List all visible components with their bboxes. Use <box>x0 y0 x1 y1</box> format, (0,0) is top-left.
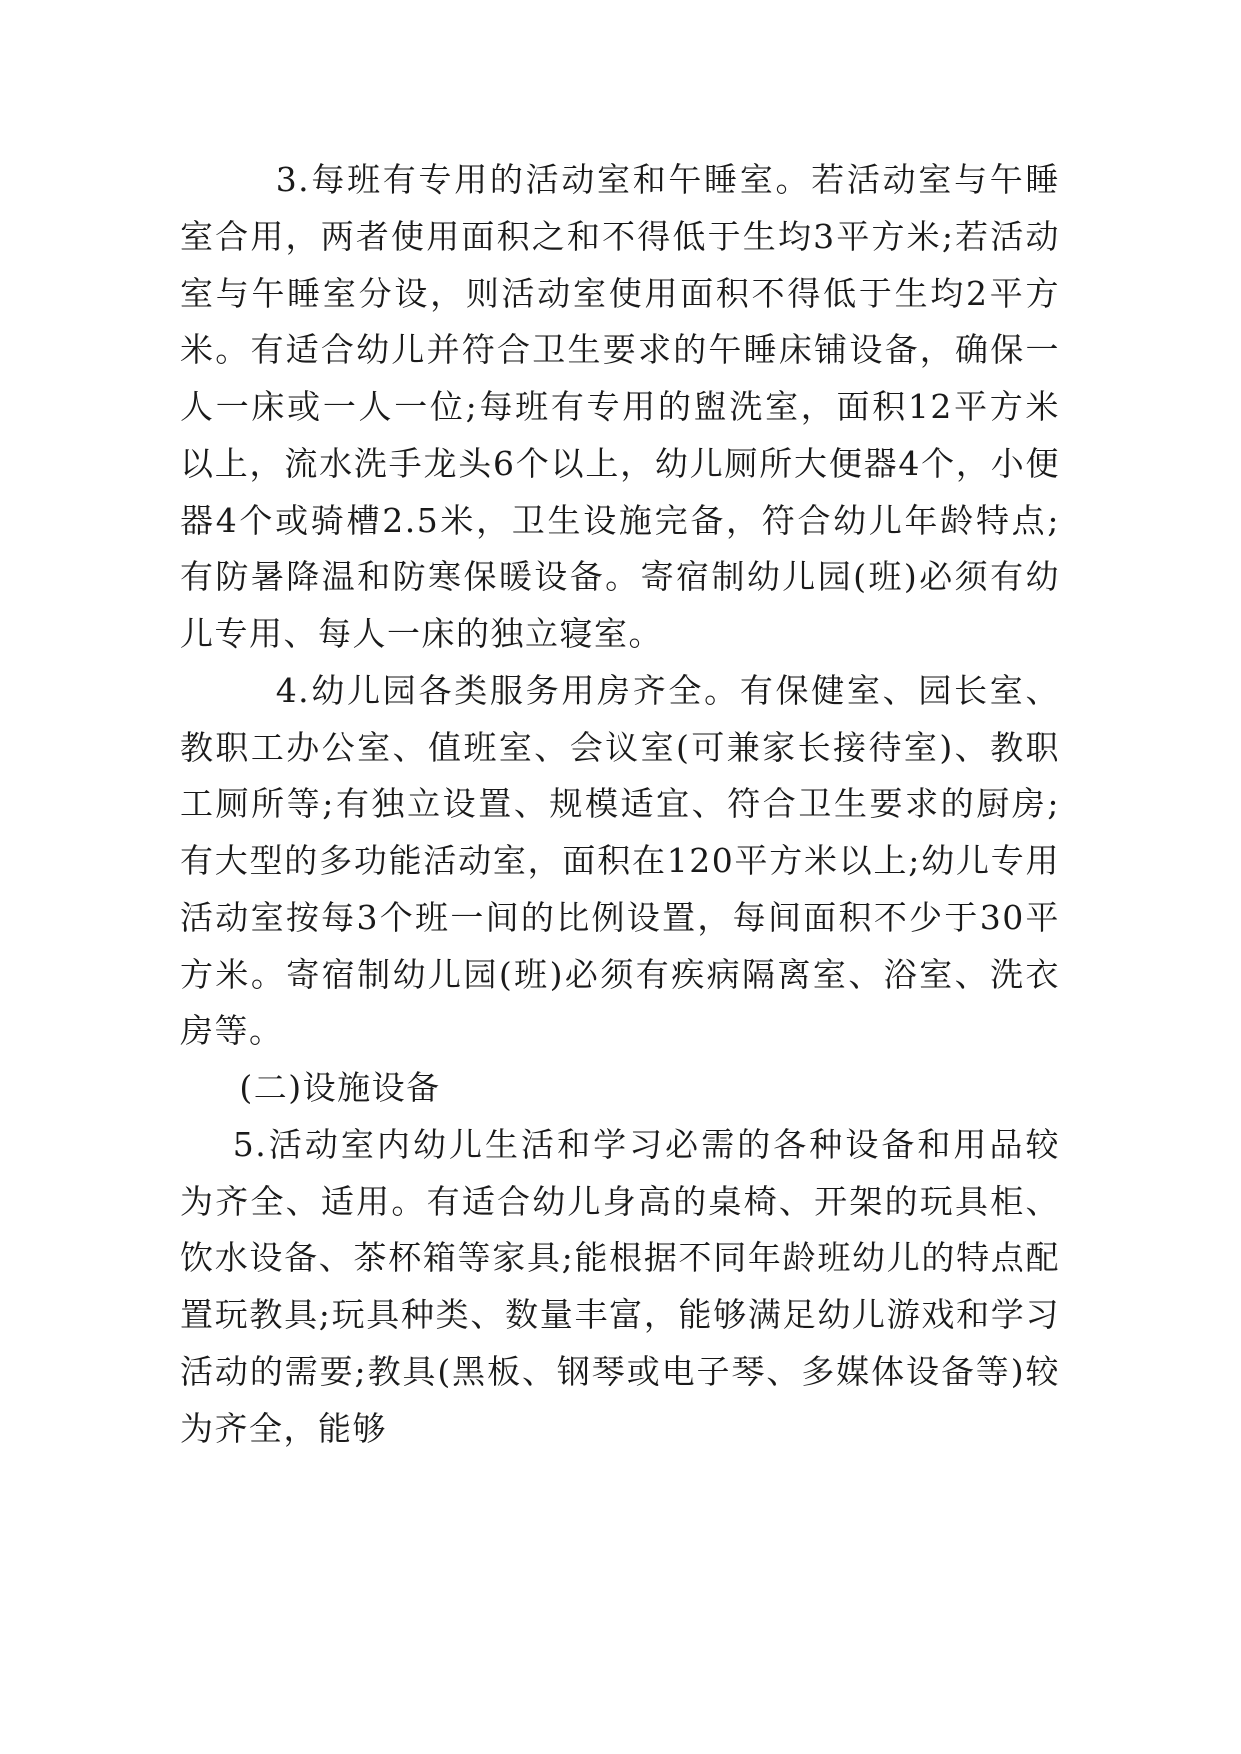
document-body <box>180 152 1060 1457</box>
paragraph-item-5: 5.活动室内幼儿生活和学习必需的各种设备和用品较为齐全、适用。有适合幼儿身高的桌椅、开架的玩具柜、饮水设备、茶杯箱等家具;能根据不同年龄班幼儿的特点配置玩教具;玩具种类、数量丰富，能够满足幼儿游戏和学习活动的需要;教具(黑板、钢琴或电子琴、多媒体设备等)较为齐全，能够 <box>180 1124 1060 1448</box>
section-heading-facilities: (二)设施设备 <box>239 1068 441 1107</box>
paragraph-item-4: 4.幼儿园各类服务用房齐全。有保健室、园长室、教职工办公室、值班室、会议室(可兼家长接待室)、教职工厕所等;有独立设置、规模适宜、符合卫生要求的厨房;有大型的多功能活动室，面积在120平方米以上;幼儿专用活动室按每3个班一间的比例设置，每间面积不少于30平方米。寄宿制幼儿园(班)必须有疾病隔离室、浴室、洗衣房等。 <box>180 670 1060 1051</box>
paragraph-item-3: 3.每班有专用的活动室和午睡室。若活动室与午睡室合用，两者使用面积之和不得低于生均3平方米;若活动室与午睡室分设，则活动室使用面积不得低于生均2平方米。有适合幼儿并符合卫生要求的午睡床铺设备，确保一人一床或一人一位;每班有专用的盥洗室，面积12平方米以上，流水洗手龙头6个以上，幼儿厕所大便器4个，小便器4个或骑槽2.5米，卫生设施完备，符合幼儿年龄特点;有防暑降温和防寒保暖设备。寄宿制幼儿园(班)必须有幼儿专用、每人一床的独立寝室。 <box>180 160 1060 653</box>
